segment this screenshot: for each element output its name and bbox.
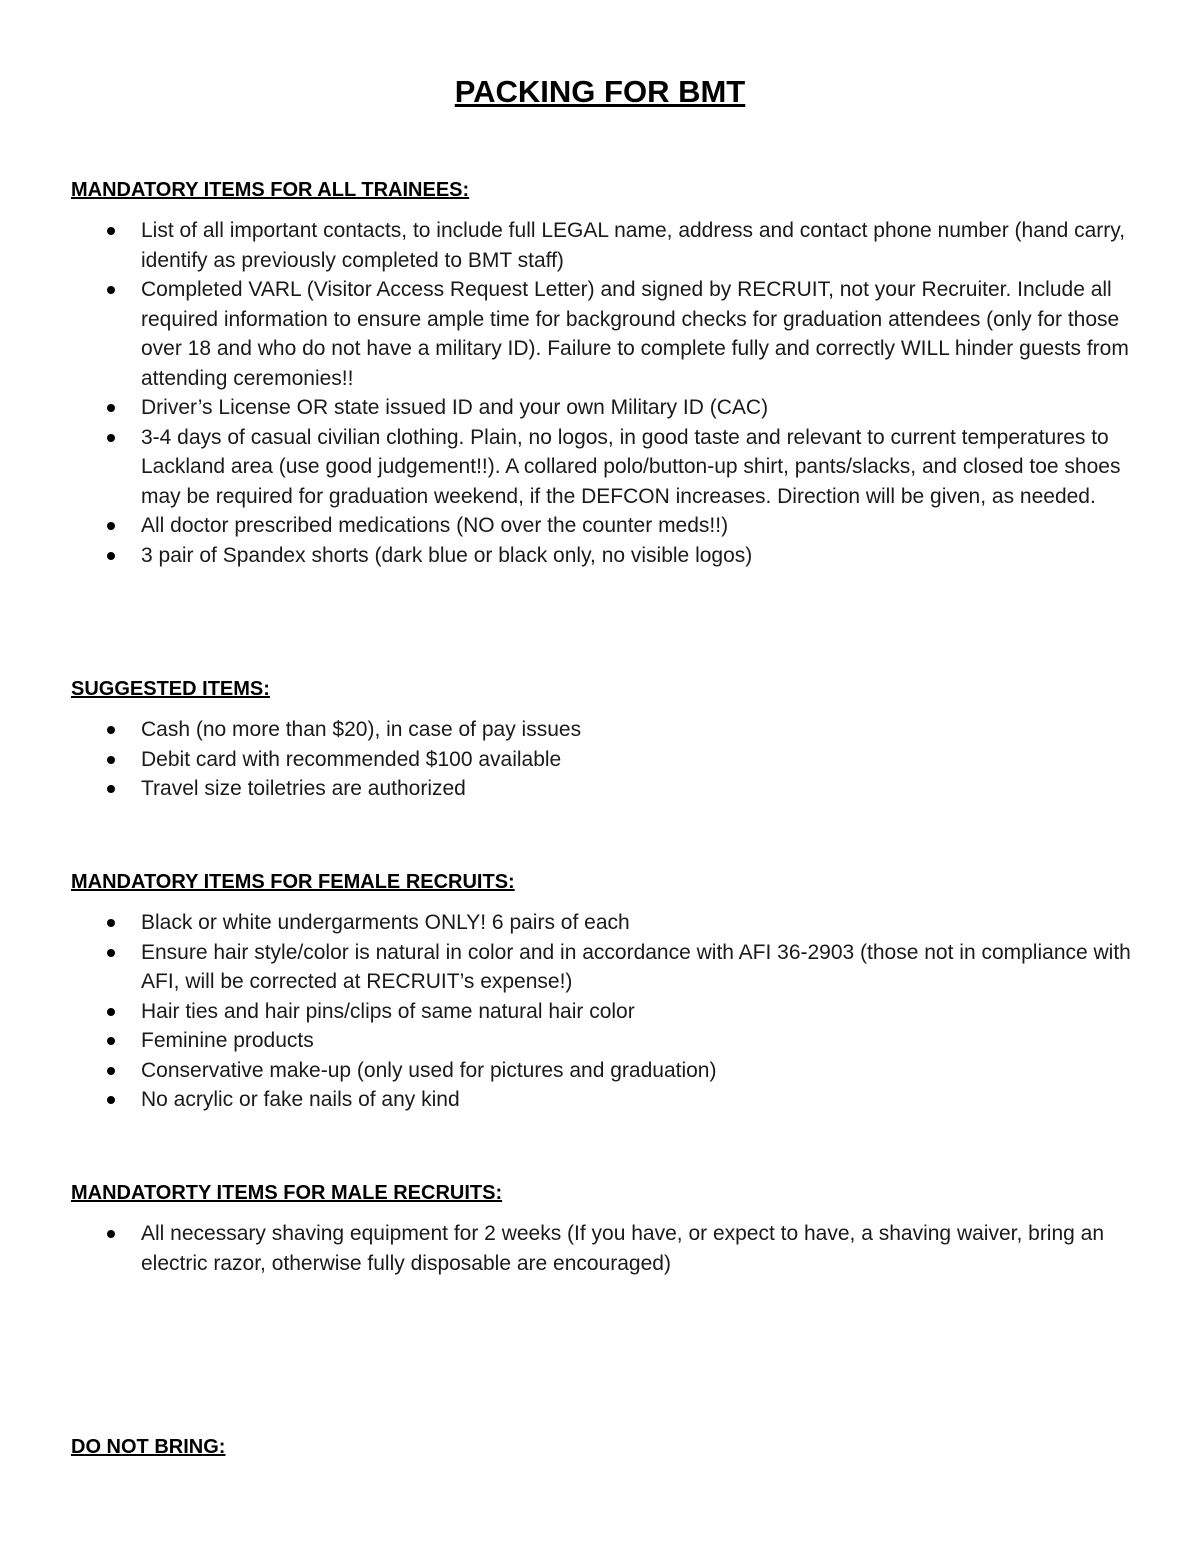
bullet-icon (107, 1230, 115, 1238)
list-item-text: Travel size toiletries are authorized (141, 777, 466, 800)
list-item (71, 745, 1131, 775)
list-item (71, 774, 1131, 804)
list-item (71, 216, 1131, 275)
item-list (71, 1219, 1131, 1278)
bullet-icon (107, 785, 115, 793)
bullet-icon (107, 1067, 115, 1075)
list-item-text: 3-4 days of casual civilian clothing. Plain, no logos, in good taste and relevant to current temperatures to Lackland area (use good judgement!!). A collared polo/button-up shirt, pants/slacks, and closed toe shoes may be required for graduation weekend, if the DEFCON increases. Direction will be given, as needed. (141, 425, 1121, 508)
section-mandatory-all (71, 178, 1131, 570)
item-list (71, 715, 1131, 804)
list-item-text: 3 pair of Spandex shorts (dark blue or black only, no visible logos) (141, 543, 753, 567)
list-item-text: Conservative make-up (only used for pictures and graduation) (141, 1058, 717, 1082)
section-mandatory-male (71, 1181, 1131, 1278)
bullet-icon (107, 949, 115, 957)
list-item-text: Cash (no more than $20), in case of pay issues (141, 718, 582, 741)
list-item-text: Driver’s License OR state issued ID and your own Military ID (CAC) (141, 396, 769, 419)
list-item (71, 997, 1131, 1027)
section-heading: MANDATORY ITEMS FOR ALL TRAINEES: (71, 179, 470, 201)
list-item (71, 908, 1131, 938)
page-title: PACKING FOR BMT (454, 74, 746, 109)
section-do-not-bring (71, 1435, 1131, 1459)
bullet-icon (107, 756, 115, 764)
bullet-icon (107, 1008, 115, 1016)
list-item (71, 1056, 1131, 1086)
list-item (71, 393, 1131, 423)
section-heading: DO NOT BRING: (71, 1436, 226, 1458)
bullet-icon (107, 726, 115, 734)
list-item (71, 715, 1131, 745)
section-heading: MANDATORTY ITEMS FOR MALE RECRUITS: (71, 1182, 503, 1204)
bullet-icon (107, 1096, 115, 1104)
bullet-icon (107, 227, 115, 235)
bullet-icon (107, 286, 115, 294)
list-item-text: Feminine products (141, 1029, 314, 1052)
list-item-text: Black or white undergarments ONLY! 6 pairs of each (141, 911, 630, 934)
section-heading: MANDATORY ITEMS FOR FEMALE RECRUITS: (71, 871, 515, 893)
bullet-icon (107, 552, 115, 560)
list-item (71, 1085, 1131, 1115)
bullet-icon (107, 919, 115, 927)
item-list (71, 216, 1131, 570)
list-item-text: Hair ties and hair pins/clips of same natural hair color (141, 999, 635, 1023)
list-item-text: Ensure hair style/color is natural in color and in accordance with AFI 36-2903 (those not in compliance with AFI, will be corrected at RECRUIT’s expense!) (141, 940, 1131, 993)
list-item (71, 275, 1131, 393)
list-item (71, 423, 1131, 512)
list-item-text: All doctor prescribed medications (NO over the counter meds!!) (141, 514, 729, 537)
list-item (71, 541, 1131, 571)
list-item-text: Debit card with recommended $100 available (141, 747, 562, 771)
list-item (71, 938, 1131, 997)
list-item (71, 1219, 1131, 1278)
item-list (71, 908, 1131, 1115)
list-item-text: List of all important contacts, to include full LEGAL name, address and contact phone number (hand carry, identify as previously completed to BMT staff) (141, 219, 1126, 272)
list-item (71, 1026, 1131, 1056)
list-item-text: Completed VARL (Visitor Access Request Letter) and signed by RECRUIT, not your Recruiter. Include all required information to ensure ample time for background checks for graduation attendees (only for those over 18 and who do not have a military ID). Failure to complete fully and correctly WILL hinder guests from attending ceremonies!! (141, 278, 1129, 390)
list-item (71, 511, 1131, 541)
list-item-text: No acrylic or fake nails of any kind (141, 1088, 460, 1111)
bullet-icon (107, 1037, 115, 1045)
section-mandatory-female (71, 870, 1131, 1115)
bullet-icon (107, 522, 115, 530)
bullet-icon (107, 404, 115, 412)
bullet-icon (107, 434, 115, 442)
section-heading: SUGGESTED ITEMS: (71, 678, 270, 700)
section-suggested (71, 677, 1131, 804)
list-item-text: All necessary shaving equipment for 2 weeks (If you have, or expect to have, a shaving waiver, bring an electric razor, otherwise fully disposable are encouraged) (141, 1222, 1105, 1275)
